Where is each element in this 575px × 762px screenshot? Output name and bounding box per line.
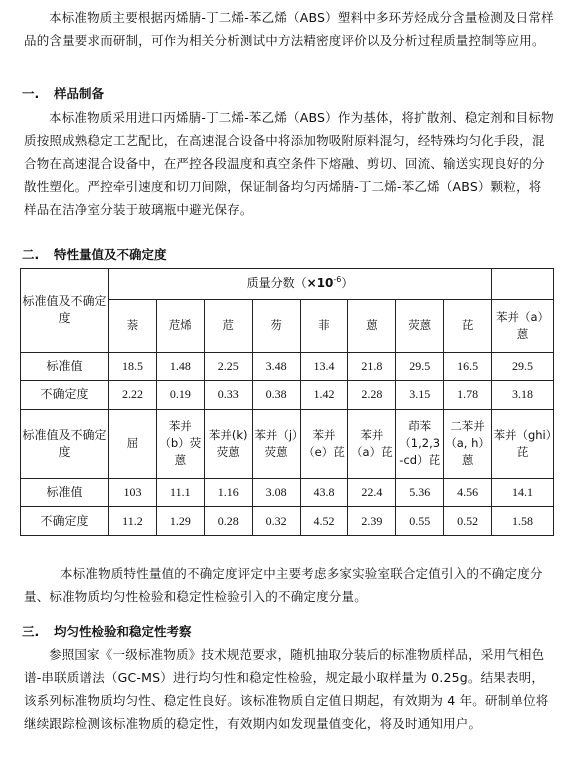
unit-header: [109, 269, 492, 300]
table-cell: 16.5: [444, 352, 492, 381]
unit-header-empty: [492, 269, 554, 300]
compound-name: 萘: [109, 299, 157, 352]
compound-name: 芴: [252, 299, 300, 352]
table-cell: 14.1: [492, 478, 554, 507]
row-label-standard: 标准值: [21, 478, 109, 507]
table-cell: 0.28: [204, 507, 252, 536]
table-cell: 0.32: [252, 507, 300, 536]
section-2-title: 特性量值及不确定度: [54, 247, 167, 262]
unit-suffix: ）: [341, 276, 354, 291]
table-cell: 29.5: [492, 352, 554, 381]
section-3-title: 均匀性检验和稳定性考察: [54, 624, 192, 639]
table-unit-row: [21, 269, 554, 300]
table-cell: 18.5: [109, 352, 157, 381]
table-cell: 0.55: [396, 507, 444, 536]
compound-name: 茚苯（1,2,3-cd）芘: [396, 409, 444, 478]
table-cell: 29.5: [396, 352, 444, 381]
section-1-number: 一.: [22, 86, 40, 101]
compound-name: 苯并（a）蒽: [492, 299, 554, 352]
table-cell: 2.39: [348, 507, 396, 536]
compound-name: 苯并（j）荧蒽: [252, 409, 300, 478]
intro-paragraph: 本标准物质主要根据丙烯腈-丁二烯-苯乙烯（ABS）塑料中多环芳烃成分含量检测及日常样品的含量要求而研制，可作为相关分析测试中方法精密度评价以及分析过程质量控制等应用。: [24, 10, 554, 48]
unit-prefix: 质量分数（: [246, 276, 307, 291]
section-3-number: 三.: [22, 624, 40, 639]
table-cell: 3.48: [252, 352, 300, 381]
compound-name: 苯并（b）荧蒽: [156, 409, 204, 478]
table-cell: 43.8: [300, 478, 348, 507]
table-cell: 1.16: [204, 478, 252, 507]
table-row: [21, 507, 554, 536]
table-cell: 22.4: [348, 478, 396, 507]
certified-values-table: [20, 268, 554, 536]
table-cell: 13.4: [300, 352, 348, 381]
section-3-body: 参照国家《一级标准物质》技术规范要求，随机抽取分装后的标准物质样品，采用气相色谱-串联质谱法（GC-MS）进行均匀性和稳定性检验，规定最小取样量为 0.25g。结果表明，该系列标准物质均匀性、稳定性良好。该标准物质自定值日期起，有效期为 4 年。研制单位将继续跟踪检测该标准物质的稳定性，有效期内如发现量值变化，将及时通知用户。: [24, 647, 549, 731]
table-cell: 0.52: [444, 507, 492, 536]
table-cell: 11.2: [109, 507, 157, 536]
table-cell: 1.58: [492, 507, 554, 536]
section-3-heading: [22, 622, 192, 640]
table-cell: 103: [109, 478, 157, 507]
table-cell: 4.56: [444, 478, 492, 507]
section-2-number: 二.: [22, 247, 40, 262]
uncertainty-note: 本标准物质特性量值的不确定度评定中主要考虑多家实验室联合定值引入的不确定度分量、标准物质均匀性检验和稳定性检验引入的不确定度分量。: [24, 566, 543, 604]
table-cell: 1.29: [156, 507, 204, 536]
table-cell: 3.08: [252, 478, 300, 507]
compound-name: 菲: [300, 299, 348, 352]
section-1-body: 本标准物质采用进口丙烯腈-丁二烯-苯乙烯（ABS）作为基体，将扩散剂、稳定剂和目标物质按照成熟稳定工艺配比，在高速混合设备中将添加物吸附原料混匀，经特殊均匀化手段，混合物在高速混合设备中，在严控各段温度和真空条件下熔融、剪切、回流、输送实现良好的分散性塑化。严控牵引速度和切刀间隙，保证制备均匀丙烯腈-丁二烯-苯乙烯（ABS）颗粒，将样品在洁净室分装于玻璃瓶中避光保存。: [24, 110, 554, 217]
corner-label-top: 标准值及不确定度: [21, 269, 109, 353]
table-cell: 0.19: [156, 381, 204, 410]
compound-name: 二苯并（a, h）蒽: [444, 409, 492, 478]
compound-name: 苊: [204, 299, 252, 352]
row-label-uncertainty: 不确定度: [21, 507, 109, 536]
table-row: [21, 478, 554, 507]
table-cell: 0.38: [252, 381, 300, 410]
table-cell: 1.78: [444, 381, 492, 410]
section-2-heading: [22, 245, 167, 263]
unit-exponent: -6: [333, 275, 342, 285]
row-label-standard: 标准值: [21, 352, 109, 381]
table-cell: 2.22: [109, 381, 157, 410]
compound-name: 苯并（e）芘: [300, 409, 348, 478]
section-1-title: 样品制备: [54, 86, 105, 101]
row-label-uncertainty: 不确定度: [21, 381, 109, 410]
compound-name: 蒽: [348, 299, 396, 352]
table-row: [21, 381, 554, 410]
compound-name: 芘: [444, 299, 492, 352]
table-cell: 1.42: [300, 381, 348, 410]
table-cell: 0.33: [204, 381, 252, 410]
unit-times: ×: [306, 276, 317, 291]
corner-label-bottom: 标准值及不确定度: [21, 409, 109, 478]
table-cell: 3.15: [396, 381, 444, 410]
table-cell: 2.25: [204, 352, 252, 381]
table-cell: 11.1: [156, 478, 204, 507]
table-cell: 3.18: [492, 381, 554, 410]
table-row: [21, 352, 554, 381]
table-cell: 4.52: [300, 507, 348, 536]
compound-name: 苊烯: [156, 299, 204, 352]
compound-name: 苯并（a）芘: [348, 409, 396, 478]
table-cell: 2.28: [348, 381, 396, 410]
compound-name: 苯并(k)荧蒽: [204, 409, 252, 478]
table-cell: 1.48: [156, 352, 204, 381]
section-1-heading: [22, 84, 104, 102]
table-cell: 21.8: [348, 352, 396, 381]
compound-name: 屈: [109, 409, 157, 478]
table-row: [21, 409, 554, 478]
compound-name: 荧蒽: [396, 299, 444, 352]
table-cell: 5.36: [396, 478, 444, 507]
unit-base: 10: [316, 276, 334, 291]
compound-name: 苯并（ghi）芘: [492, 409, 554, 478]
